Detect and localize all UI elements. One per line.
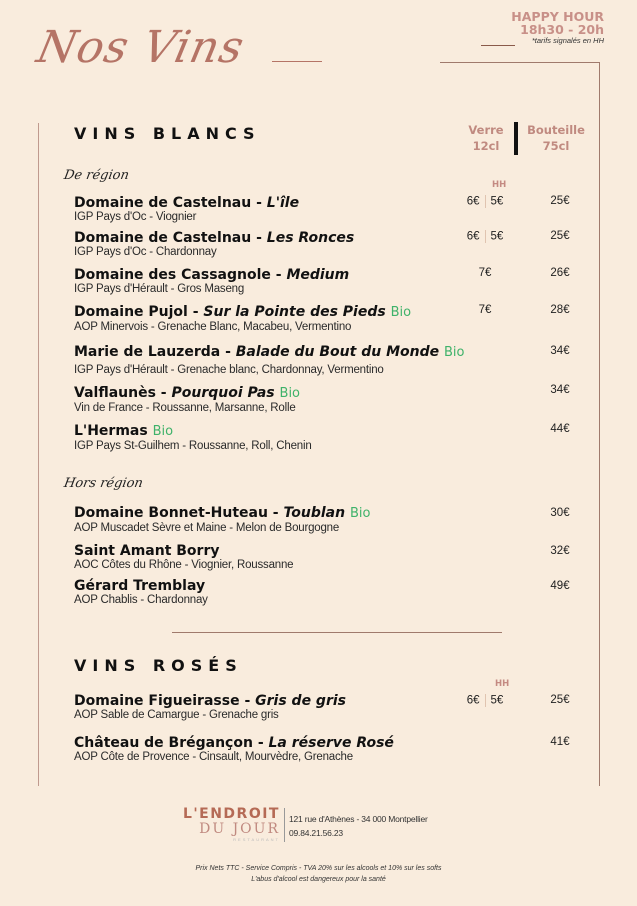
bio-badge: Bio	[279, 386, 301, 401]
glass-price: 6€ 5€	[466, 230, 504, 243]
hh-label: HH	[495, 679, 510, 689]
glass-size: 12cl	[472, 139, 500, 153]
glass-price: 6€ 5€	[466, 195, 504, 208]
happy-hour-note: *tarifs signalés en HH	[531, 36, 604, 45]
bottle-price: 30€	[550, 507, 570, 519]
bottle-size: 75cl	[542, 139, 570, 153]
glass-price: 7€	[478, 304, 492, 316]
section-divider	[172, 632, 502, 633]
bottle-price: 26€	[550, 267, 570, 279]
wine-item: Domaine des Cassagnole - Medium IGP Pays d'Hérault - Gros Maseng	[74, 267, 350, 295]
subsection-title-de-region: De région	[62, 168, 131, 183]
address: 121 rue d'Athènes - 34 000 Montpellier	[289, 814, 428, 824]
wine-item: Domaine Pujol - Sur la Pointe des Pieds Bio AOP Minervois - Grenache Blanc, Macabeu, Vermentino	[74, 304, 412, 333]
hh-separator	[485, 694, 486, 707]
footer-separator	[284, 808, 285, 842]
happy-hour-block	[511, 10, 604, 45]
wine-item: Domaine de Castelnau - L'île IGP Pays d'Oc - Viognier	[74, 195, 300, 223]
restaurant-logo: L'ENDROIT DU JOUR RESTAURANT	[182, 806, 280, 842]
glass-price: 7€	[478, 267, 492, 279]
bottle-price: 34€	[550, 384, 570, 396]
happy-hour-time: 18h30 - 20h	[520, 22, 604, 37]
subsection-title-hors-region: Hors région	[62, 476, 145, 491]
bottle-label: Bouteille	[527, 123, 585, 137]
wine-item: Valflaunès - Pourquoi Pas Bio Vin de France - Roussanne, Marsanne, Rolle	[74, 385, 301, 414]
section-title-vins-blancs: VINS BLANCS	[74, 124, 261, 143]
wine-item: Château de Brégançon - La réserve Rosé AOP Côte de Provence - Cinsault, Mourvèdre, Grenache	[74, 735, 394, 763]
hh-label: HH	[492, 180, 507, 190]
footer-contact	[289, 812, 428, 840]
wine-item: Gérard Tremblay AOP Chablis - Chardonnay	[74, 578, 208, 606]
hh-separator	[485, 230, 486, 243]
wine-item: Domaine Figueirasse - Gris de gris AOP Sable de Camargue - Grenache gris	[74, 693, 346, 721]
wine-item: Domaine de Castelnau - Les Ronces IGP Pays d'Oc - Chardonnay	[74, 230, 355, 258]
phone: 09.84.21.56.23	[289, 828, 343, 838]
wine-item: L'Hermas Bio IGP Pays St-Guilhem - Roussanne, Roll, Chenin	[74, 423, 312, 452]
bottle-column-header	[521, 122, 591, 154]
frame-right-border	[599, 62, 600, 786]
hh-separator	[485, 195, 486, 208]
frame-left-border	[38, 123, 39, 786]
wine-item: Marie de Lauzerda - Balade du Bout du Monde Bio IGP Pays d'Hérault - Grenache blanc, Chardonnay, Vermentino	[74, 344, 465, 376]
bottle-price: 41€	[550, 736, 570, 748]
bottle-price: 25€	[550, 195, 570, 207]
page-title: Nos Vins	[32, 22, 249, 73]
bio-badge: Bio	[443, 345, 465, 360]
glass-price: 6€ 5€	[466, 694, 504, 707]
title-rule	[272, 61, 322, 62]
wine-item: Domaine Bonnet-Huteau - Toublan Bio AOP Muscadet Sèvre et Maine - Melon de Bourgogne	[74, 505, 371, 534]
bio-badge: Bio	[349, 506, 371, 521]
glass-column-header	[460, 122, 512, 154]
bio-badge: Bio	[390, 305, 412, 320]
bottle-price: 32€	[550, 545, 570, 557]
glass-label: Verre	[468, 123, 504, 137]
wine-item: Saint Amant Borry AOC Côtes du Rhône - Viognier, Roussanne	[74, 543, 294, 571]
bio-badge: Bio	[152, 424, 174, 439]
happy-hour-rule	[481, 45, 515, 46]
bottle-price: 28€	[550, 304, 570, 316]
bottle-price: 49€	[550, 580, 570, 592]
frame-top-border	[440, 62, 600, 63]
bottle-price: 25€	[550, 230, 570, 242]
bottle-price: 25€	[550, 694, 570, 706]
column-divider	[514, 122, 518, 155]
bottle-price: 34€	[550, 345, 570, 357]
happy-hour-title: HAPPY HOUR	[511, 9, 604, 24]
bottle-price: 44€	[550, 423, 570, 435]
legal-notice: Prix Nets TTC - Service Compris - TVA 20% sur les alcools et 10% sur les softs L'abus d'alcool est dangereux pour la santé	[195, 865, 442, 883]
section-title-vins-roses: VINS ROSÉS	[74, 656, 243, 675]
